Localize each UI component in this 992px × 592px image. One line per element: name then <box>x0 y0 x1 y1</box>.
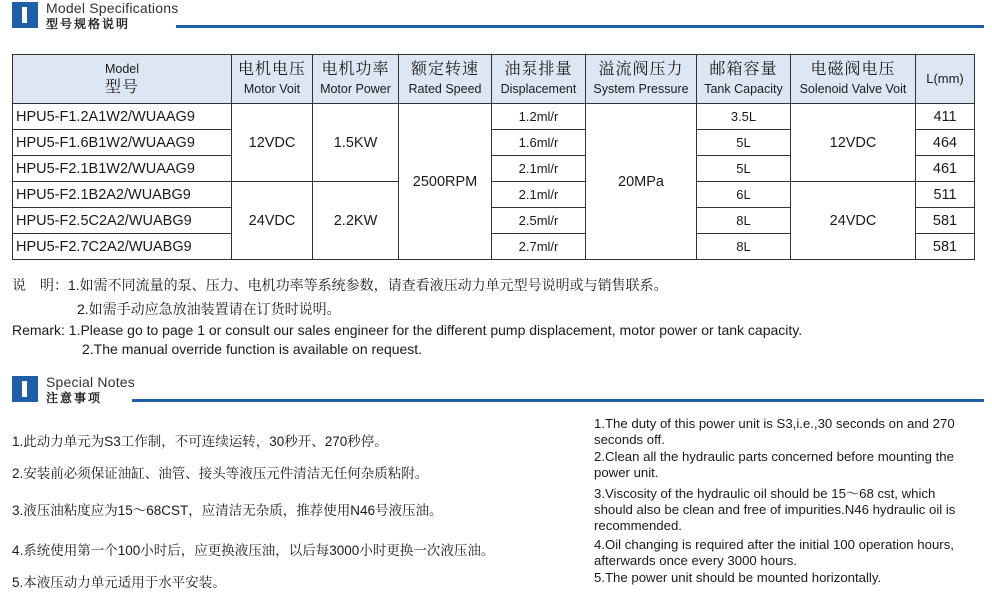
special-note-zh-4: 4.系统使用第一个100小时后，应更换液压油，以后每3000小时更换一次液压油。 <box>12 543 495 558</box>
motor-power-cell: 1.5KW <box>313 104 399 182</box>
col-length: L(mm) <box>916 55 975 104</box>
special-notes-header <box>12 374 982 404</box>
displacement-cell: 2.7ml/r <box>492 234 586 260</box>
model-spec-table <box>12 54 975 260</box>
system-pressure-cell: 20MPa <box>586 104 697 260</box>
solenoid-voltage-cell: 12VDC <box>791 104 916 182</box>
remark-en-1: Remark: 1.Please go to page 1 or consult our sales engineer for the different pump displacement, motor power or tank capacity. <box>12 322 803 338</box>
remark-zh-2: 2.如需手动应急放油装置请在订货时说明。 <box>77 301 341 317</box>
section-title-zh: 型号规格说明 <box>46 17 131 31</box>
col-motor-power: 电机功率 Motor Power <box>313 55 399 104</box>
length-cell: 511 <box>916 182 975 208</box>
tank-capacity-cell: 5L <box>697 130 791 156</box>
length-cell: 581 <box>916 234 975 260</box>
model-cell: HPU5-F1.6B1W2/WUAAG9 <box>13 130 232 156</box>
tank-capacity-cell: 6L <box>697 182 791 208</box>
model-cell: HPU5-F2.1B2A2/WUABG9 <box>13 182 232 208</box>
displacement-cell: 2.1ml/r <box>492 182 586 208</box>
section-title-zh: 注意事项 <box>46 391 103 405</box>
special-note-zh-1: 1.此动力单元为S3工作制，不可连续运转，30秒开、270秒停。 <box>12 434 388 449</box>
length-cell: 581 <box>916 208 975 234</box>
col-tank-capacity: 邮箱容量 Tank Capacity <box>697 55 791 104</box>
displacement-cell: 1.2ml/r <box>492 104 586 130</box>
remark-en-2: 2.The manual override function is available on request. <box>82 341 423 357</box>
tank-capacity-cell: 5L <box>697 156 791 182</box>
model-cell: HPU5-F2.5C2A2/WUABG9 <box>13 208 232 234</box>
special-note-en-1: 1.The duty of this power unit is S3,i.e.,30 seconds on and 270 seconds off. <box>594 416 955 447</box>
length-cell: 464 <box>916 130 975 156</box>
special-note-en-2: 2.Clean all the hydraulic parts concerned before mounting the power unit. <box>594 449 954 480</box>
tank-capacity-cell: 8L <box>697 234 791 260</box>
solenoid-voltage-cell: 24VDC <box>791 182 916 260</box>
displacement-cell: 2.1ml/r <box>492 156 586 182</box>
motor-voltage-cell: 24VDC <box>232 182 313 260</box>
special-note-zh-5: 5.本液压动力单元适用于水平安装。 <box>12 575 226 590</box>
displacement-cell: 2.5ml/r <box>492 208 586 234</box>
table-row <box>13 104 975 130</box>
special-note-en-5: 5.The power unit should be mounted horizontally. <box>594 570 882 585</box>
tank-capacity-cell: 3.5L <box>697 104 791 130</box>
special-note-en-3: 3.Viscosity of the hydraulic oil should be 15～68 cst, which should also be clean and free of impurities.N46 hydraulic oil is recommended. <box>594 486 956 533</box>
special-note-zh-2: 2.安装前必须保证油缸、油管、接头等液压元件清洁无任何杂质粘附。 <box>12 466 429 481</box>
section-rule <box>132 399 984 402</box>
length-cell: 411 <box>916 104 975 130</box>
col-solenoid-voltage: 电磁阀电压 Solenoid Valve Voit <box>791 55 916 104</box>
col-system-pressure: 溢流阀压力 System Pressure <box>586 55 697 104</box>
section-marker-icon <box>12 2 38 28</box>
section-title-en: Special Notes <box>46 374 135 390</box>
special-note-en-4: 4.Oil changing is required after the initial 100 operation hours, afterwards once every 3000 hours. <box>594 537 954 568</box>
tank-capacity-cell: 8L <box>697 208 791 234</box>
remark-zh-1: 说 明：1.如需不同流量的泵、压力、电机功率等系统参数，请查看液压动力单元型号说明或与销售联系。 <box>12 277 668 293</box>
section-title-en: Model Specifications <box>46 0 179 16</box>
table-row <box>13 182 975 208</box>
col-displacement: 油泵排量 Displacement <box>492 55 586 104</box>
col-model: Model 型号 <box>13 55 232 104</box>
model-cell: HPU5-F1.2A1W2/WUAAG9 <box>13 104 232 130</box>
section-marker-icon <box>12 376 38 402</box>
rated-speed-cell: 2500RPM <box>399 104 492 260</box>
model-cell: HPU5-F2.7C2A2/WUABG9 <box>13 234 232 260</box>
section-rule <box>176 25 984 28</box>
model-spec-header <box>12 0 982 30</box>
special-note-zh-3: 3.液压油粘度应为15～68CST，应清洁无杂质，推荐使用N46号液压油。 <box>12 503 443 518</box>
motor-voltage-cell: 12VDC <box>232 104 313 182</box>
displacement-cell: 1.6ml/r <box>492 130 586 156</box>
motor-power-cell: 2.2KW <box>313 182 399 260</box>
table-header-row <box>13 55 975 104</box>
length-cell: 461 <box>916 156 975 182</box>
col-motor-voltage: 电机电压 Motor Voit <box>232 55 313 104</box>
col-rated-speed: 额定转速 Rated Speed <box>399 55 492 104</box>
model-cell: HPU5-F2.1B1W2/WUAAG9 <box>13 156 232 182</box>
